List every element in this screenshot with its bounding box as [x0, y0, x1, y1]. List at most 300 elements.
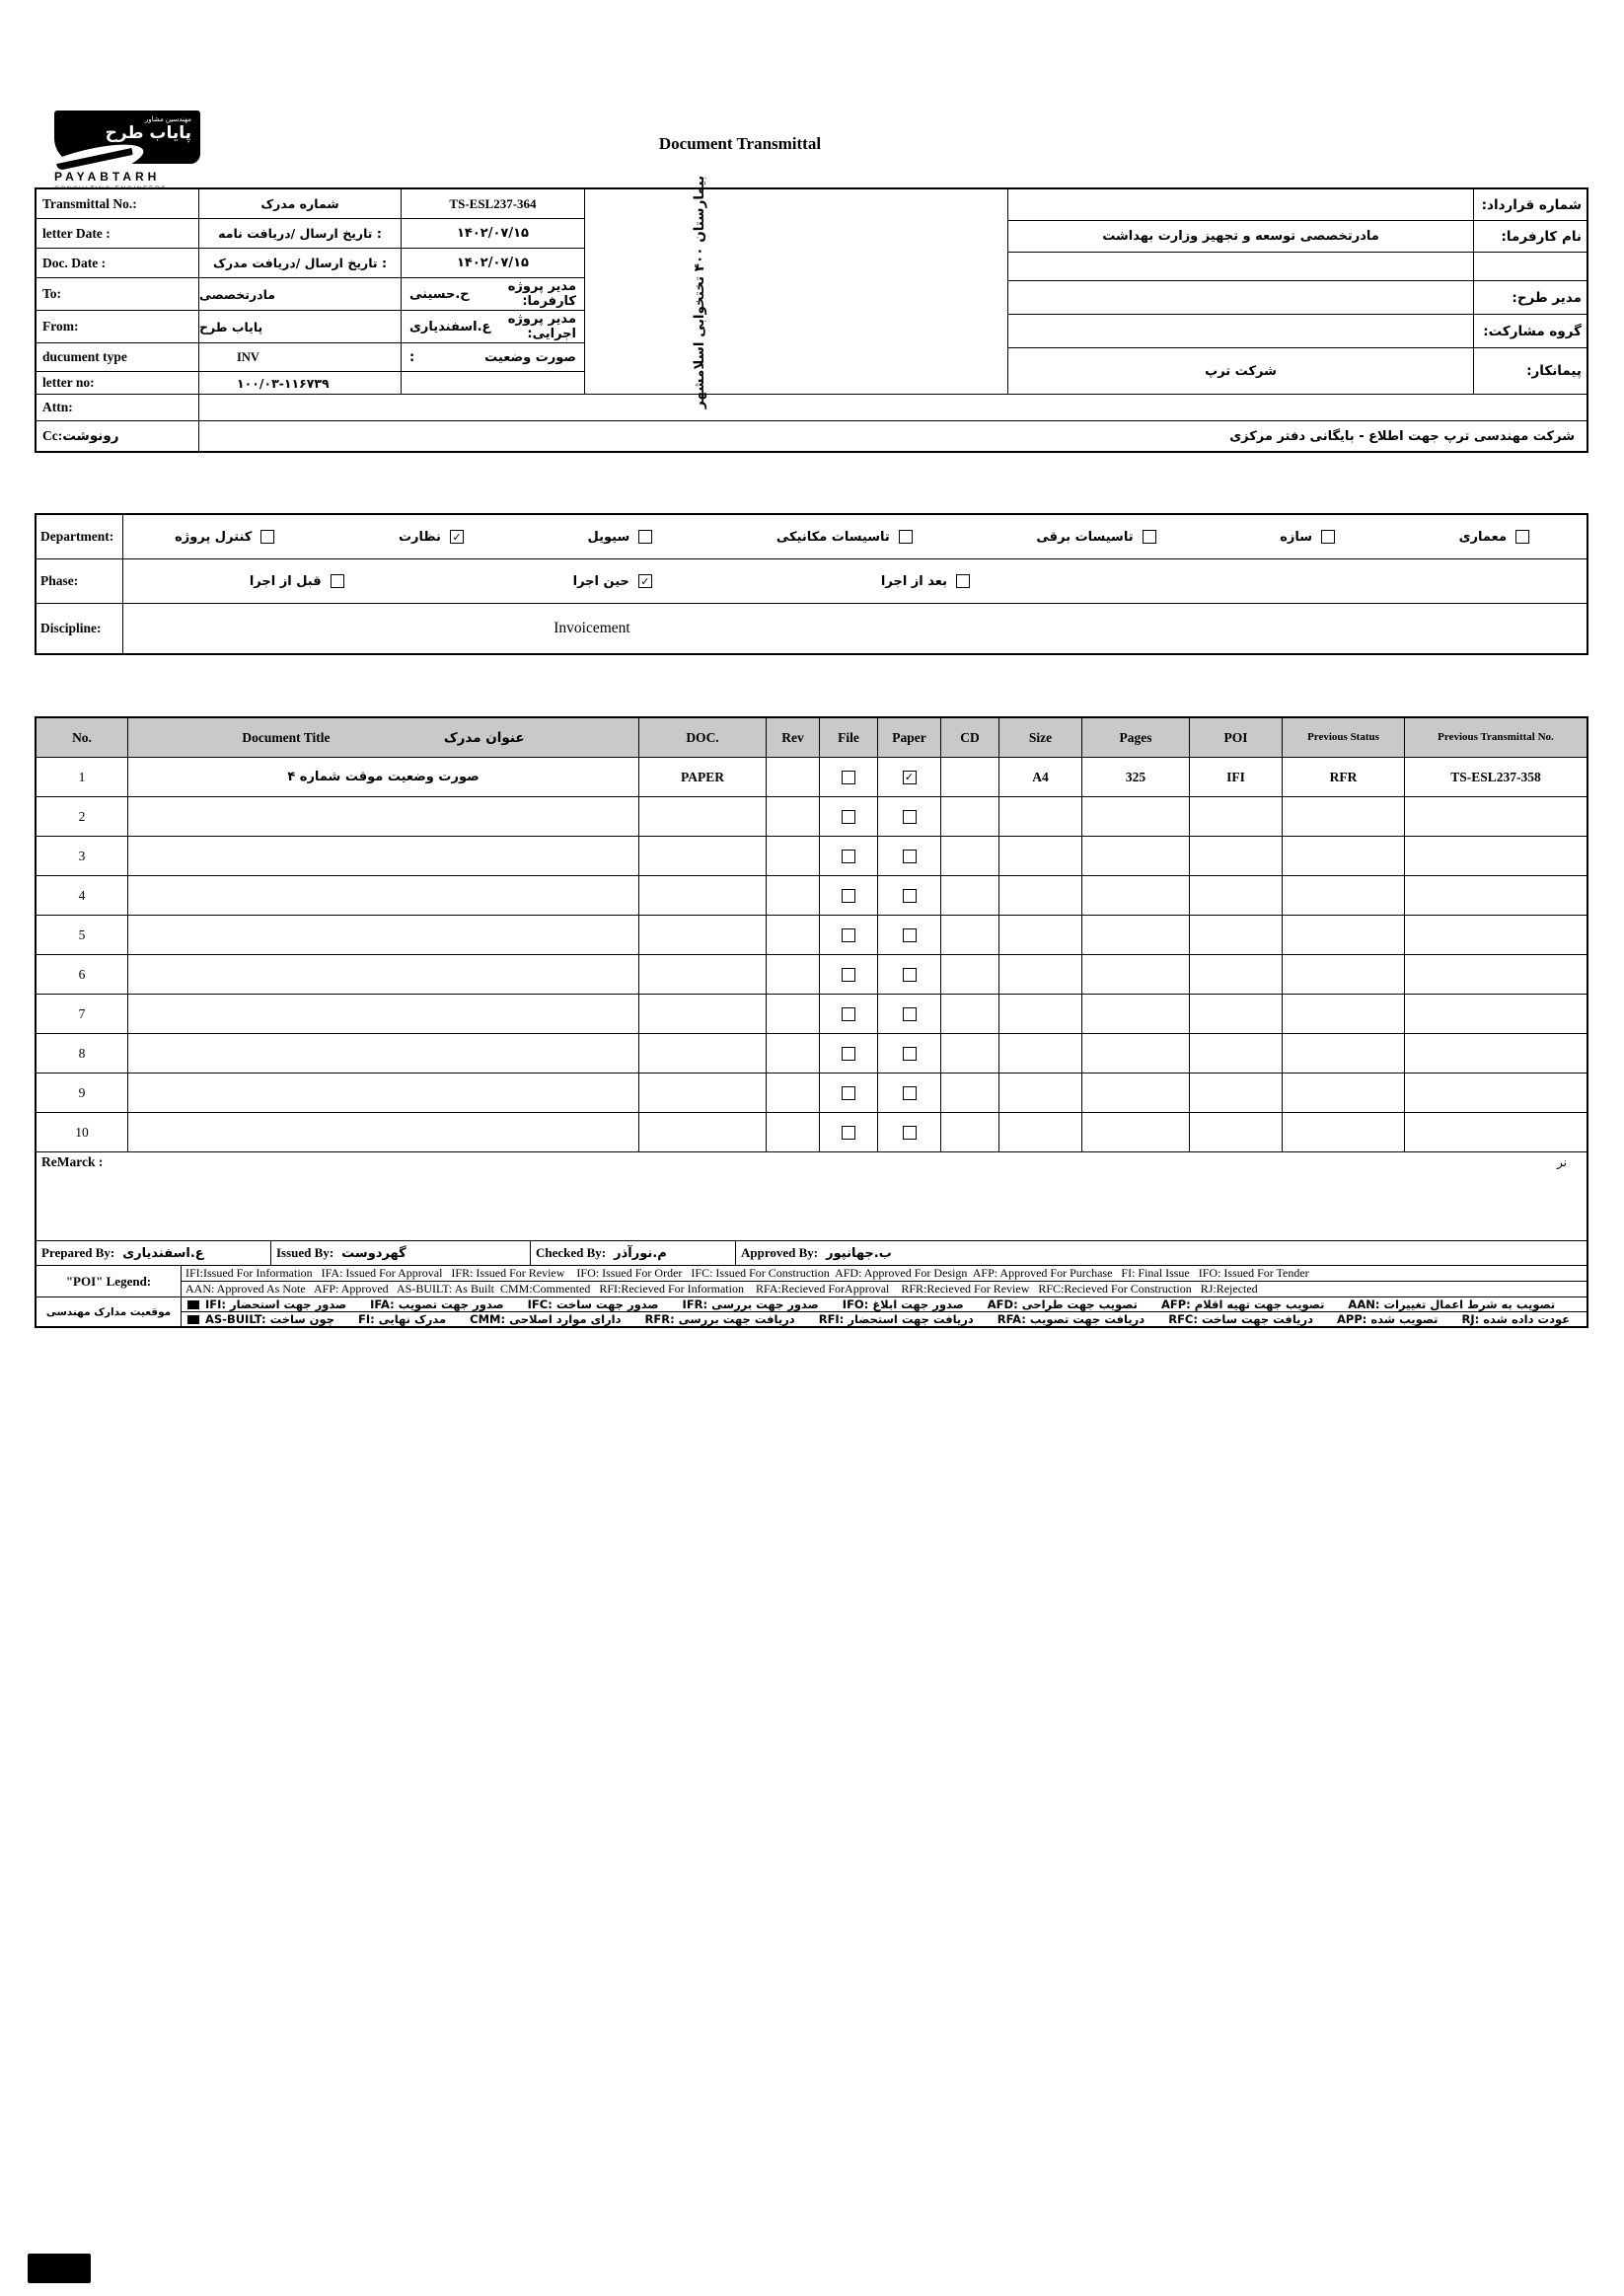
cell-poi — [1190, 876, 1283, 915]
discipline-value[interactable]: Invoicement — [554, 620, 630, 636]
cell-cd — [941, 797, 999, 836]
phase-option[interactable] — [573, 574, 652, 589]
client-pm-value[interactable]: ح.حسینی — [409, 286, 470, 302]
cell-title — [128, 837, 639, 875]
doc-table-row — [37, 758, 1587, 797]
header-cd: CD — [941, 718, 999, 757]
from-label: From: — [37, 311, 199, 342]
doc-table-row — [37, 916, 1587, 955]
cell-pages — [1082, 916, 1190, 954]
department-option-label: معماری — [1458, 529, 1507, 545]
client-row — [1008, 221, 1587, 253]
poi-legend-fa-line2-text: AS-BUILT: چون ساخت FI: مدرک نهایی CMM: دارای موارد اصلاحی RFR: دریافت جهت بررسی RFI: دریافت جهت استحضار RFA: دریافت جهت تصویب RFC: دریافت جهت ساخت APP: تصویب شده RJ: عودت داده شده — [205, 1312, 1571, 1326]
cell-cd — [941, 837, 999, 875]
cell-poi — [1190, 955, 1283, 994]
cell-poi — [1190, 1074, 1283, 1112]
cell-ptrans — [1405, 1074, 1587, 1112]
cell-poi — [1190, 1034, 1283, 1073]
paper-checkbox[interactable] — [903, 1126, 917, 1140]
letter-date-value[interactable]: ۱۴۰۲/۰۷/۱۵ — [457, 226, 529, 241]
cell-pstat — [1283, 797, 1405, 836]
letter-date-row — [37, 219, 584, 249]
file-checkbox[interactable] — [842, 928, 855, 942]
cell-no: 4 — [37, 876, 128, 915]
file-checkbox[interactable] — [842, 1126, 855, 1140]
cell-pages: 325 — [1082, 758, 1190, 796]
contract-no-row — [1008, 189, 1587, 221]
client-pm-label: مدیر پروژه کارفرما: — [507, 279, 576, 309]
cell-doc — [639, 995, 767, 1033]
cell-doc — [639, 916, 767, 954]
file-checkbox[interactable] — [842, 850, 855, 863]
department-checkbox[interactable] — [1321, 530, 1335, 544]
department-checkbox[interactable] — [899, 530, 913, 544]
cell-ptrans — [1405, 797, 1587, 836]
doc-type-colon: : — [409, 349, 415, 365]
cell-poi — [1190, 797, 1283, 836]
cell-size — [999, 837, 1082, 875]
client-value[interactable]: مادرتخصصی توسعه و تجهیز وزارت بهداشت — [1102, 229, 1379, 244]
cell-doc — [639, 797, 767, 836]
file-checkbox[interactable] — [842, 1086, 855, 1100]
cell-doc — [639, 876, 767, 915]
client-label: نام کارفرما: — [1473, 221, 1587, 252]
cell-pages — [1082, 995, 1190, 1033]
cell-ptrans — [1405, 837, 1587, 875]
to-label: To: — [37, 278, 199, 310]
poi-legend-fa — [37, 1297, 1587, 1326]
attn-value[interactable] — [199, 395, 1587, 420]
doc-type-row — [37, 343, 584, 372]
cell-no: 3 — [37, 837, 128, 875]
cell-file — [820, 955, 878, 994]
department-option[interactable] — [1280, 530, 1335, 545]
cell-poi — [1190, 916, 1283, 954]
contractor-value[interactable]: شرکت ترپ — [1205, 363, 1277, 379]
doc-table-row — [37, 955, 1587, 995]
design-manager-row — [1008, 281, 1587, 315]
project-name: بیمارستان ۴۰۰ تختخوابی اسلامشهر — [691, 175, 707, 408]
cell-doc — [639, 1034, 767, 1073]
paper-checkbox[interactable] — [903, 928, 917, 942]
approved-by-value[interactable]: ب.جهانپور — [826, 1245, 892, 1261]
header-file: File — [820, 718, 878, 757]
cell-rev — [767, 876, 820, 915]
cell-rev — [767, 797, 820, 836]
cell-paper — [878, 837, 941, 875]
cc-label: Cc:رونوشت — [37, 421, 199, 451]
doc-type-fa-label: صورت وضعیت — [484, 349, 576, 365]
cell-doc — [639, 1074, 767, 1112]
header-prev-transmittal: Previous Transmittal No. — [1438, 730, 1554, 743]
classification-table — [35, 513, 1588, 655]
logo-brand-en: PAYABTARH — [54, 170, 161, 184]
cc-row — [37, 421, 1587, 451]
exec-pm-label: مدیر پروژه اجرایی: — [507, 312, 576, 341]
cell-pages — [1082, 797, 1190, 836]
doc-table-row — [37, 837, 1587, 876]
transmittal-no-value[interactable]: TS-ESL237-364 — [449, 195, 537, 211]
prepared-by-label: Prepared By: — [41, 1245, 115, 1260]
remark-section[interactable] — [37, 1152, 1587, 1241]
phase-options — [123, 559, 1587, 603]
phase-checkbox[interactable] — [638, 574, 652, 588]
discipline-row — [37, 604, 1587, 653]
discipline-cell — [123, 604, 1587, 653]
logo-tagline: مهندسین مشاور — [144, 115, 191, 123]
phase-option-label: قبل از اجرا — [249, 573, 322, 589]
page-corner-mark — [28, 2254, 91, 2283]
cell-no: 9 — [37, 1074, 128, 1112]
cell-cd — [941, 955, 999, 994]
page-title: Document Transmittal — [658, 134, 822, 153]
cell-no: 7 — [37, 995, 128, 1033]
cell-title — [128, 876, 639, 915]
paper-checkbox[interactable] — [903, 968, 917, 982]
cell-pages — [1082, 1074, 1190, 1112]
doc-date-value[interactable]: ۱۴۰۲/۰۷/۱۵ — [457, 256, 529, 270]
cell-file — [820, 797, 878, 836]
poi-legend-label: "POI" Legend: — [37, 1266, 182, 1296]
issued-by-value[interactable]: گهردوست — [341, 1245, 406, 1261]
cell-file — [820, 1113, 878, 1151]
file-checkbox[interactable] — [842, 1007, 855, 1021]
jv-label: گروه مشارکت: — [1473, 315, 1587, 347]
approved-by-label: Approved By: — [741, 1245, 819, 1260]
cell-paper — [878, 916, 941, 954]
cell-paper — [878, 876, 941, 915]
paper-checkbox[interactable] — [903, 1007, 917, 1021]
department-row — [37, 515, 1587, 559]
cell-pages — [1082, 1034, 1190, 1073]
exec-pm-cell — [402, 311, 584, 342]
legend-bullet-icon — [187, 1300, 199, 1309]
doc-table-row — [37, 797, 1587, 837]
attn-label: Attn: — [37, 395, 199, 420]
to-value[interactable]: مادرتخصصی — [199, 278, 402, 310]
cell-pages — [1082, 876, 1190, 915]
cell-file — [820, 758, 878, 796]
cell-size — [999, 797, 1082, 836]
cell-no: 1 — [37, 758, 128, 796]
cell-cd — [941, 916, 999, 954]
cell-paper — [878, 1074, 941, 1112]
doc-type-label: ducument type — [37, 343, 199, 371]
header-no: No. — [37, 718, 128, 757]
paper-checkbox[interactable] — [903, 889, 917, 903]
cell-rev — [767, 837, 820, 875]
department-option[interactable] — [175, 530, 274, 545]
cell-ptrans: TS-ESL237-358 — [1450, 769, 1541, 784]
doc-date-row — [37, 249, 584, 278]
letter-date-label-fa: تاریخ ارسال /دریافت نامه : — [199, 219, 402, 248]
cell-cd — [941, 1074, 999, 1112]
file-checkbox[interactable] — [842, 1047, 855, 1061]
cell-ptrans — [1405, 1034, 1587, 1073]
poi-legend-fa-line1-text: IFI: صدور جهت استحضار IFA: صدور جهت تصویب IFC: صدور جهت ساخت IFR: صدور جهت بررسی IFO: صدور جهت ابلاغ AFD: تصویب جهت طراحی AFP: تصویب جهت تهیه اقلام AAN: تصویب به شرط اعمال تغییرات — [205, 1297, 1556, 1311]
cell-size — [999, 1034, 1082, 1073]
header-poi: POI — [1190, 718, 1283, 757]
poi-legend-en-line2-text: AAN: Approved As Note AFP: Approved AS-BUILT: As Built CMM:Commented RFI:Recieved For Information RFA:Recieved ForApproval RFR:Recieved For Review RFC:Recieved For Construction RJ:Rejected — [185, 1282, 1258, 1296]
cell-file — [820, 995, 878, 1033]
doc-type-fa-cell — [402, 343, 584, 371]
cell-no: 2 — [37, 797, 128, 836]
poi-legend-en-line1 — [182, 1266, 1587, 1281]
cell-size — [999, 916, 1082, 954]
letter-date-label-en: letter Date : — [37, 219, 199, 248]
design-manager-value[interactable] — [1008, 281, 1473, 314]
department-checkbox[interactable] — [1143, 530, 1156, 544]
department-checkbox[interactable] — [260, 530, 274, 544]
cell-pages — [1082, 955, 1190, 994]
cell-file — [820, 1074, 878, 1112]
doc-table-header — [37, 718, 1587, 758]
contract-no-label: شماره قرارداد: — [1473, 189, 1587, 220]
letter-no-row — [37, 372, 584, 394]
cell-doc — [639, 837, 767, 875]
paper-checkbox[interactable] — [903, 1086, 917, 1100]
phase-option-label: حین اجرا — [572, 573, 629, 589]
cell-poi — [1190, 1113, 1283, 1151]
spacer-row — [1008, 253, 1587, 281]
cell-pstat: RFR — [1283, 758, 1405, 796]
cell-title — [128, 955, 639, 994]
cell-no: 6 — [37, 955, 128, 994]
department-option-label: تاسیسات مکانیکی — [775, 529, 890, 545]
doc-table-body — [37, 758, 1587, 1152]
department-option[interactable] — [399, 530, 464, 545]
cell-ptrans — [1405, 995, 1587, 1033]
phase-option-label: بعد از اجرا — [880, 573, 947, 589]
poi-legend-side-label: موقعیت مدارک مهندسی — [37, 1297, 182, 1326]
remark-note: نر — [1557, 1155, 1567, 1169]
cell-file — [820, 837, 878, 875]
header-prev-status: Previous Status — [1283, 718, 1405, 757]
cell-paper — [878, 955, 941, 994]
cell-no: 5 — [37, 916, 128, 954]
cell-cd — [941, 1113, 999, 1151]
phase-option[interactable] — [250, 574, 344, 589]
department-option[interactable] — [776, 530, 913, 545]
cell-poi: IFI — [1190, 758, 1283, 796]
cell-title — [128, 916, 639, 954]
cell-paper — [878, 758, 941, 796]
cell-doc — [639, 955, 767, 994]
cell-rev — [767, 916, 820, 954]
cell-cd — [941, 1034, 999, 1073]
department-option-label: سازه — [1280, 529, 1313, 545]
cell-title — [128, 1074, 639, 1112]
phase-row — [37, 559, 1587, 604]
to-row — [37, 278, 584, 311]
cell-doc — [639, 1113, 767, 1151]
department-option[interactable] — [1459, 530, 1529, 545]
design-manager-label: مدیر طرح: — [1473, 281, 1587, 314]
cell-pstat — [1283, 916, 1405, 954]
cell-no: 8 — [37, 1034, 128, 1073]
checked-by-value[interactable]: م.نورآذر — [614, 1245, 667, 1261]
letter-no-value[interactable]: ۱۰۰/۰۳-۱۱۶۷۳۹ — [199, 372, 402, 394]
paper-checkbox[interactable] — [903, 850, 917, 863]
project-name-cell — [584, 175, 1008, 408]
phase-label: Phase: — [37, 559, 123, 603]
spacer-value — [1008, 253, 1473, 280]
header-paper: Paper — [878, 718, 941, 757]
company-logo — [54, 111, 212, 192]
letter-no-label: letter no: — [37, 372, 199, 394]
remark-label: ReMarck : — [41, 1154, 104, 1169]
cell-title — [128, 1113, 639, 1151]
department-checkbox[interactable] — [638, 530, 652, 544]
cell-paper — [878, 797, 941, 836]
header-title-en: Document Title — [242, 729, 331, 745]
transmittal-no-row — [37, 189, 584, 219]
cell-file — [820, 876, 878, 915]
cell-size — [999, 995, 1082, 1033]
poi-legend-en — [37, 1266, 1587, 1297]
spacer-label — [1473, 253, 1587, 280]
cell-paper — [878, 1113, 941, 1151]
contractor-label: پیمانکار: — [1473, 348, 1587, 394]
cell-size — [999, 876, 1082, 915]
cell-pstat — [1283, 1113, 1405, 1151]
cell-poi — [1190, 837, 1283, 875]
department-option-label: نظارت — [398, 529, 441, 545]
doc-table-row — [37, 1034, 1587, 1074]
issued-by-label: Issued By: — [276, 1245, 334, 1260]
department-checkbox[interactable] — [450, 530, 464, 544]
header-doc: DOC. — [639, 718, 767, 757]
doc-table-row — [37, 876, 1587, 916]
from-value[interactable]: پایاب طرح — [199, 311, 402, 342]
attn-row — [37, 395, 1587, 421]
cc-value[interactable]: شرکت مهندسی ترپ جهت اطلاع - بایگانی دفتر مرکزی — [1229, 428, 1575, 444]
cell-size — [999, 1113, 1082, 1151]
cell-no: 10 — [37, 1113, 128, 1151]
cell-rev — [767, 1113, 820, 1151]
cell-pstat — [1283, 995, 1405, 1033]
department-checkbox[interactable] — [1515, 530, 1529, 544]
cell-ptrans — [1405, 876, 1587, 915]
poi-legend-en-line1-text: IFI:Issued For Information IFA: Issued For Approval IFR: Issued For Review IFO: Issued For Order IFC: Issued For Construction AFD: Approved For Design AFP: Approved For Purchase FI: Final Issue IFO: Issued For Tender — [185, 1266, 1309, 1280]
cell-rev — [767, 758, 820, 796]
cell-pages — [1082, 837, 1190, 875]
doc-date-label-en: Doc. Date : — [37, 249, 199, 277]
approved-by-cell — [736, 1241, 1587, 1265]
document-list-table — [35, 716, 1588, 1328]
doc-date-label-fa: تاریخ ارسال /دریافت مدرک : — [199, 249, 402, 277]
file-checkbox[interactable] — [842, 810, 855, 824]
cell-cd — [941, 758, 999, 796]
cell-rev — [767, 1034, 820, 1073]
header-pages: Pages — [1082, 718, 1190, 757]
cell-title — [128, 995, 639, 1033]
cell-title — [128, 797, 639, 836]
cell-size — [999, 955, 1082, 994]
paper-checkbox[interactable] — [903, 1047, 917, 1061]
transmittal-no-label-fa: شماره مدرک — [199, 189, 402, 218]
poi-legend-fa-line1 — [182, 1297, 1587, 1311]
cell-file — [820, 1034, 878, 1073]
legend-bullet-icon — [187, 1315, 199, 1324]
cell-rev — [767, 995, 820, 1033]
prepared-by-cell — [37, 1241, 271, 1265]
signatures-row — [37, 1241, 1587, 1266]
cell-pstat — [1283, 1034, 1405, 1073]
phase-option[interactable] — [881, 574, 970, 589]
doc-table-row — [37, 1074, 1587, 1113]
department-option[interactable] — [588, 530, 653, 545]
department-option-label: کنترل پروژه — [175, 529, 253, 545]
cell-size: A4 — [999, 758, 1082, 796]
transmittal-no-label-en: Transmittal No.: — [37, 189, 199, 218]
file-checkbox[interactable] — [842, 889, 855, 903]
checked-by-cell — [531, 1241, 736, 1265]
header-title — [128, 718, 639, 757]
file-checkbox[interactable] — [842, 968, 855, 982]
cell-rev — [767, 955, 820, 994]
from-row — [37, 311, 584, 343]
cell-size — [999, 1074, 1082, 1112]
cell-pstat — [1283, 955, 1405, 994]
paper-checkbox[interactable] — [903, 810, 917, 824]
phase-checkbox[interactable] — [956, 574, 970, 588]
phase-checkbox[interactable] — [331, 574, 344, 588]
department-options — [123, 515, 1587, 558]
cell-pstat — [1283, 837, 1405, 875]
cell-rev — [767, 1074, 820, 1112]
cell-ptrans — [1405, 955, 1587, 994]
cell-file — [820, 916, 878, 954]
doc-type-value[interactable]: INV — [199, 343, 402, 371]
doc-table-row — [37, 995, 1587, 1034]
header-title-fa: عنوان مدرک — [443, 729, 525, 746]
exec-pm-value[interactable]: ع.اسفندیاری — [409, 319, 491, 334]
file-checkbox[interactable] — [842, 771, 855, 784]
contractor-row — [1008, 348, 1587, 394]
client-pm-cell — [402, 278, 584, 310]
cell-ptrans — [1405, 916, 1587, 954]
checked-by-label: Checked By: — [536, 1245, 607, 1260]
logo-brand-fa: پایاب طرح — [105, 123, 191, 143]
cell-doc: PAPER — [639, 758, 767, 796]
paper-checkbox[interactable] — [903, 771, 917, 784]
department-option-label: سیویل — [587, 529, 630, 545]
cell-paper — [878, 1034, 941, 1073]
letter-no-empty-cell — [402, 372, 584, 394]
cell-cd — [941, 995, 999, 1033]
department-label: Department: — [37, 515, 123, 558]
prepared-by-value[interactable]: ع.اسفندیاری — [122, 1245, 204, 1261]
contract-no-value[interactable] — [1008, 189, 1473, 220]
cell-title: صورت وضعیت موقت شماره ۴ — [128, 758, 639, 796]
cell-paper — [878, 995, 941, 1033]
department-option-label: تاسیسات برقی — [1036, 529, 1134, 545]
issued-by-cell — [271, 1241, 531, 1265]
header-rev: Rev — [767, 718, 820, 757]
cell-cd — [941, 876, 999, 915]
cell-pstat — [1283, 876, 1405, 915]
jv-row — [1008, 315, 1587, 348]
cell-pages — [1082, 1113, 1190, 1151]
poi-legend-en-line2 — [182, 1281, 1587, 1296]
discipline-label: Discipline: — [37, 604, 123, 653]
cell-ptrans — [1405, 1113, 1587, 1151]
header-size: Size — [999, 718, 1082, 757]
poi-legend-fa-line2 — [182, 1311, 1587, 1326]
jv-value[interactable] — [1008, 315, 1473, 347]
department-option[interactable] — [1036, 530, 1155, 545]
